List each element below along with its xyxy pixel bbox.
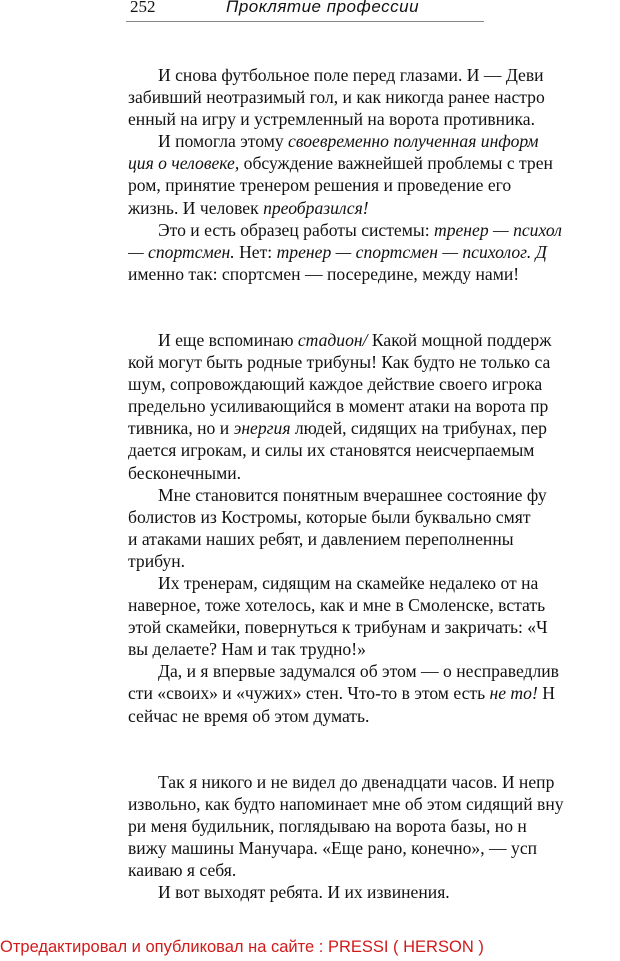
section-gap [128, 727, 620, 771]
text-line [128, 705, 620, 727]
text-line [128, 859, 620, 881]
header-rule [126, 21, 484, 22]
text-line [128, 108, 620, 130]
italic-text: тренер — психол [433, 219, 562, 240]
text-run: Нет: [234, 241, 277, 262]
paragraph [128, 64, 620, 130]
text-line [128, 219, 620, 241]
text-line [128, 263, 620, 285]
text-run: вижу машины Манучара. «Еще рано, конечно», — усп [128, 837, 538, 858]
text-line [128, 373, 620, 395]
body-text [128, 64, 620, 903]
text-line [128, 682, 620, 704]
text-run: дается игрокам, и силы их становятся неисчерпаемым [128, 440, 535, 461]
text-run: кой могут быть родные трибуны! Как будто не только са [128, 352, 551, 373]
text-run: И помогла этому [158, 131, 289, 152]
text-run: и атаками наших ребят, и давлением переполненны [128, 528, 514, 549]
page-header [0, 0, 620, 22]
text-run: И вот выходят ребята. И их извинения. [158, 882, 450, 903]
text-line [128, 329, 620, 351]
text-run: И снова футбольное поле перед глазами. И — Деви [158, 65, 544, 85]
text-line [128, 771, 620, 793]
paragraph [128, 660, 620, 726]
text-run: наверное, тоже хотелось, как и мне в Смоленске, встать [128, 595, 546, 616]
text-line [128, 351, 620, 373]
italic-text: — спортсмен. [128, 241, 235, 262]
text-line [128, 241, 620, 263]
text-line [128, 152, 620, 174]
text-run: каиваю я себя. [128, 860, 237, 880]
text-run: болистов из Костромы, которые были буквально смят [128, 506, 531, 527]
italic-text: преобразился! [263, 197, 369, 218]
text-run: Какой мощной поддерж [367, 329, 552, 350]
text-line [128, 462, 620, 484]
text-run: Их тренерам, сидящим на скамейке недалеко от на [158, 572, 539, 593]
text-run: Н [537, 683, 555, 704]
text-run: Да, и я впервые задумался об этом — о несправедлив [158, 661, 559, 682]
paragraph [128, 130, 620, 218]
text-run: бесконечными. [128, 462, 242, 483]
text-run: енный на игру и устремленный на ворота противника. [128, 109, 535, 130]
text-run: шум, сопровождающий каждое действие своего игрока [128, 374, 543, 395]
paragraph [128, 484, 620, 572]
text-run: Мне становится понятным вчерашнее состояние фу [158, 484, 547, 505]
text-run: предельно усиливающийся в момент атаки на ворота пр [128, 396, 549, 417]
text-line [128, 506, 620, 528]
text-line [128, 86, 620, 108]
text-line [128, 484, 620, 506]
text-run: жизнь. И человек [128, 197, 264, 218]
text-line [128, 550, 620, 572]
paragraph [128, 219, 620, 285]
text-line [128, 660, 620, 682]
text-line [128, 395, 620, 417]
text-run: обсуждение важнейшей проблемы с трен [239, 153, 553, 174]
text-line [128, 197, 620, 219]
text-run: людей, сидящих на трибунах, пер [290, 418, 547, 439]
text-line [128, 174, 620, 196]
paragraph [128, 329, 620, 484]
text-line [128, 572, 620, 594]
text-run: этой скамейки, повернуться к трибунам и закричать: «Ч [128, 617, 548, 638]
running-title: Проклятие профессии [226, 0, 420, 16]
text-run: забивший неотразимый гол, и как никогда ранее настро [128, 87, 545, 108]
text-run: тивника, но и [128, 418, 234, 439]
text-line [128, 881, 620, 903]
text-run: извольно, как будто напоминает мне об этом сидящий вну [128, 793, 564, 814]
italic-text: своевременно полученная информ [288, 131, 539, 152]
italic-text: ция о человеке, [128, 153, 240, 174]
text-run: трибун. [128, 550, 186, 571]
italic-text: тренер — спортсмен — психолог. Д [276, 241, 547, 262]
text-run: сейчас не время об этом думать. [128, 705, 370, 726]
text-run: Это и есть образец работы системы: [158, 219, 434, 240]
text-run: ри меня будильник, поглядываю на ворота базы, но н [128, 815, 527, 836]
text-run: сти «своих» и «чужих» стен. Что-то в этом есть [128, 683, 490, 704]
paragraph [128, 572, 620, 660]
text-line [128, 616, 620, 638]
page-number: 252 [130, 0, 156, 16]
italic-text: энергия [233, 418, 291, 439]
text-line [128, 64, 620, 86]
publisher-footer: Отредактировал и опубликовал на сайте : PRESSI ( HERSON ) [0, 938, 484, 956]
text-line [128, 837, 620, 859]
text-line [128, 417, 620, 439]
text-line [128, 594, 620, 616]
italic-text: не то! [489, 683, 538, 704]
section-gap [128, 285, 620, 329]
text-run: вы делаете? Нам и так трудно!» [128, 639, 366, 660]
text-run: Так я никого и не видел до двенадцати часов. И непр [158, 771, 555, 792]
text-line [128, 130, 620, 152]
paragraph [128, 881, 620, 903]
italic-text: стадион/ [297, 329, 368, 350]
text-line [128, 439, 620, 461]
text-line [128, 815, 620, 837]
text-run: именно так: спортсмен — посередине, между нами! [128, 263, 520, 284]
text-line [128, 638, 620, 660]
text-run: И еще вспоминаю [158, 329, 298, 350]
paragraph [128, 771, 620, 881]
text-run: ром, принятие тренером решения и проведение его [128, 175, 512, 196]
text-line [128, 793, 620, 815]
text-line [128, 528, 620, 550]
